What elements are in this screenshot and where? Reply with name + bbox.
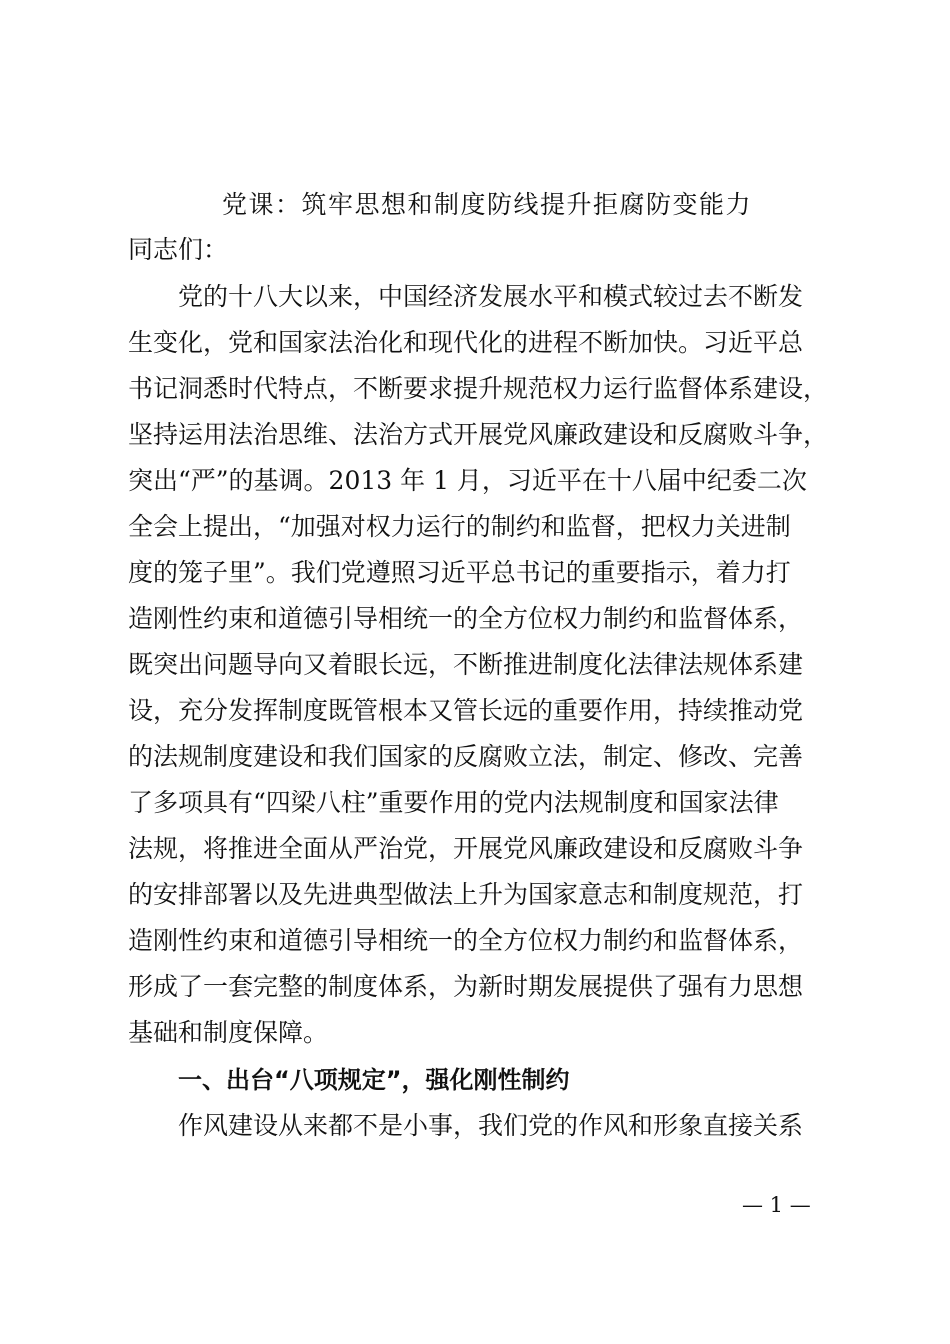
paragraph-line: 突出“严”的基调。2013 年 1 月，习近平在十八届中纪委二次 — [128, 466, 807, 495]
paragraph-line: 全会上提出，“加强对权力运行的制约和监督，把权力关进制 — [128, 512, 791, 541]
document-title: 党课：筑牢思想和制度防线提升拒腐防变能力 — [222, 190, 753, 219]
section-heading: 一、出台“八项规定”，强化刚性制约 — [178, 1066, 570, 1094]
salutation: 同志们： — [128, 235, 229, 264]
page-number: — 1 — — [742, 1193, 811, 1217]
paragraph-line: 造刚性约束和道德引导相统一的全方位权力制约和监督体系， — [128, 926, 804, 955]
paragraph-line: 度的笼子里”。我们党遵照习近平总书记的重要指示，着力打 — [128, 558, 791, 587]
paragraph-line: 基础和制度保障。 — [128, 1018, 329, 1047]
paragraph-line: 法规，将推进全面从严治党，开展党风廉政建设和反腐败斗争 — [128, 834, 804, 863]
paragraph-line: 作风建设从来都不是小事，我们党的作风和形象直接关系 — [178, 1111, 804, 1140]
paragraph-line: 坚持运用法治思维、法治方式开展党风廉政建设和反腐败斗争， — [128, 420, 829, 449]
paragraph-line: 的安排部署以及先进典型做法上升为国家意志和制度规范，打 — [128, 880, 804, 909]
paragraph-line: 造刚性约束和道德引导相统一的全方位权力制约和监督体系， — [128, 604, 804, 633]
paragraph-line: 了多项具有“四梁八柱”重要作用的党内法规制度和国家法律 — [128, 788, 779, 817]
paragraph-line: 既突出问题导向又着眼长远，不断推进制度化法律法规体系建 — [128, 650, 804, 679]
paragraph-line: 设，充分发挥制度既管根本又管长远的重要作用，持续推动党 — [128, 696, 804, 725]
paragraph-line: 党的十八大以来，中国经济发展水平和模式较过去不断发 — [178, 282, 804, 311]
paragraph-line: 生变化，党和国家法治化和现代化的进程不断加快。习近平总 — [128, 328, 804, 357]
paragraph-line: 形成了一套完整的制度体系，为新时期发展提供了强有力思想 — [128, 972, 804, 1001]
paragraph-line: 的法规制度建设和我们国家的反腐败立法，制定、修改、完善 — [128, 742, 804, 771]
paragraph-line: 书记洞悉时代特点，不断要求提升规范权力运行监督体系建设， — [128, 374, 829, 403]
